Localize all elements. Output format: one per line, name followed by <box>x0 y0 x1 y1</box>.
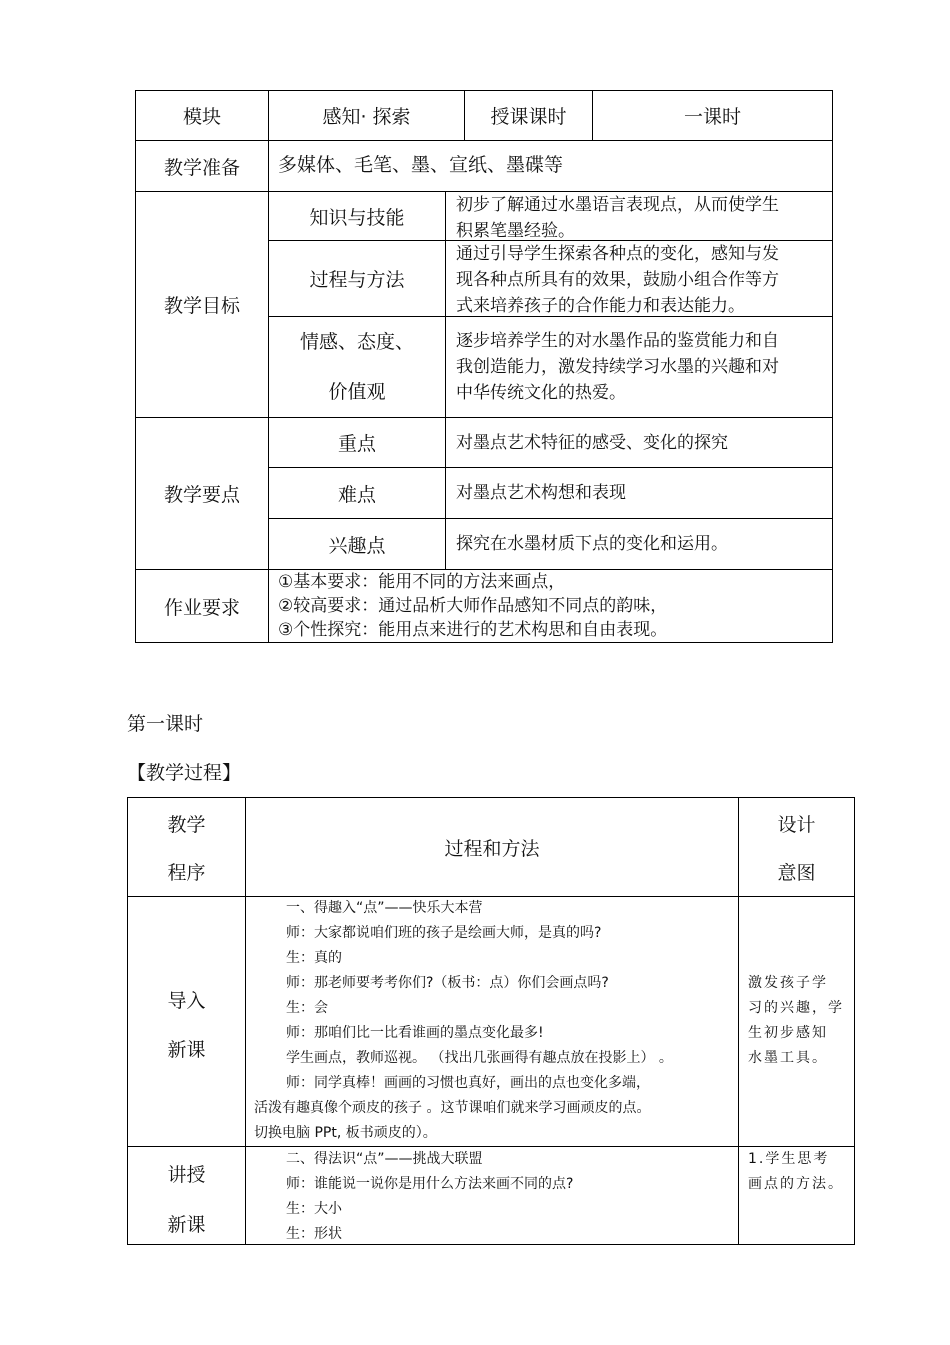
hours-value: 一课时 <box>683 106 741 128</box>
module-label: 模块 <box>182 106 221 128</box>
hours-label: 授课课时 <box>490 106 567 128</box>
points-label: 教学要点 <box>163 484 240 506</box>
point-name-difficult: 难点 <box>337 483 376 506</box>
point-text-difficult: 对墨点艺术构想和表现 <box>456 483 626 503</box>
homework-label: 作业要求 <box>163 596 240 619</box>
section-title: 第一课时 <box>127 713 204 735</box>
goal-text-knowledge: 初步了解通过水墨语言表现点，从而使学生 积累笔墨经验。 <box>456 195 779 241</box>
goal-name-emotion: 情感、态度、 价值观 <box>299 331 414 403</box>
header-stage: 教学 程序 <box>167 814 206 884</box>
goal-name-process: 过程与方法 <box>309 269 405 291</box>
goals-label: 教学目标 <box>163 295 240 317</box>
process-title: 【教学过程】 <box>127 762 242 784</box>
header-intent: 设计 意图 <box>777 814 816 884</box>
homework-text: ①基本要求：能用不同的方法来画点， ②较高要求：通过品析大师作品感知不同点的韵味， ③个性探究：能用点来进行的艺术构思和自由表现。 <box>278 572 668 640</box>
module-value: 感知· 探索 <box>322 106 411 128</box>
goal-text-process: 通过引导学生探索各种点的变化，感知与发 现各种点所具有的效果，鼓励小组合作等方 式来培养孩子的合作能力和表达能力。 <box>456 244 779 316</box>
process-intro: 一、得趣入“点”——快乐大本营 师：大家都说咱们班的孩子是绘画大师，是真的吗? 生：真的 师：那老师要考考你们?（板书：点）你们会画点吗? 生：会 师：那咱们比一比看谁画的墨点变化最多! 学生画点，教师巡视。 （找出几张画得有趣点放在投影上） 。 师：同学真棒！画画的习惯也真好，画出的点也变化多端， 活泼有趣真像个顽皮的孩子 。这节课咱们就来学习画顽皮的点。 切换电脑 PPt, 板书顽皮的）。 <box>254 900 673 1141</box>
point-text-interest: 探究在水墨材质下点的变化和运用。 <box>456 534 728 554</box>
point-text-key: 对墨点艺术特征的感受、变化的探究 <box>456 433 728 453</box>
header-process: 过程和方法 <box>444 837 540 860</box>
goal-name-knowledge: 知识与技能 <box>309 206 405 229</box>
prep-value: 多媒体、毛笔、墨、宣纸、墨碟等 <box>278 154 564 176</box>
stage-teaching: 讲授 新课 <box>167 1164 206 1236</box>
intent-teaching: 1.学生思考 画点的方法。 <box>748 1151 844 1192</box>
point-name-interest: 兴趣点 <box>328 534 386 557</box>
process-teaching: 二、得法识“点”——挑战大联盟 师：谁能说一说你是用什么方法来画不同的点? 生：大小 生：形状 <box>286 1151 574 1242</box>
point-name-key: 重点 <box>337 433 376 455</box>
prep-label: 教学准备 <box>163 156 240 179</box>
intent-intro: 激发孩子学 习的兴趣，学 生初步感知 水墨工具。 <box>748 975 844 1066</box>
stage-intro: 导入 新课 <box>167 990 206 1061</box>
goal-text-emotion: 逐步培养学生的对水墨作品的鉴赏能力和自 我创造能力，激发持续学习水墨的兴趣和对 中华传统文化的热爱。 <box>456 331 779 403</box>
